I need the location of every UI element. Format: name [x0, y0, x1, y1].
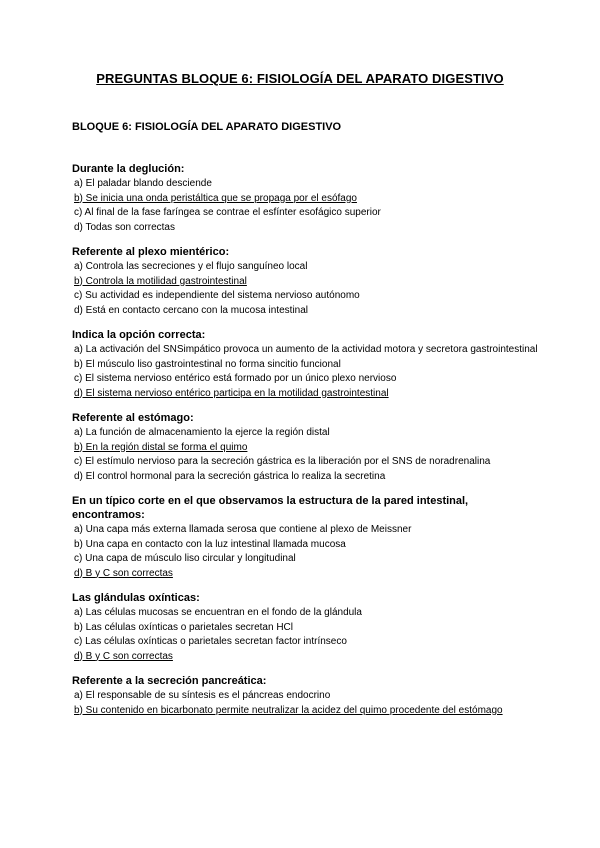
answer-option-text: a) La activación del SNSimpático provoca un aumento de la actividad motora y secretora gastrointestinal	[74, 344, 538, 355]
answer-option-text: b) Controla la motilidad gastrointestinal	[74, 275, 247, 287]
question-text: Indica la opción correcta:	[72, 329, 206, 341]
answer-option	[72, 689, 542, 704]
question-text: Referente al estómago:	[72, 412, 194, 424]
answer-option-correct	[72, 650, 542, 665]
answer-option	[72, 343, 542, 358]
question-block	[72, 494, 542, 581]
answer-option	[72, 426, 542, 441]
question-block	[72, 674, 542, 718]
question-block	[72, 591, 542, 664]
question-text: Las glándulas oxínticas:	[72, 592, 200, 604]
answer-option-text: b) Una capa en contacto con la luz intestinal llamada mucosa	[74, 538, 346, 550]
answer-option	[72, 177, 542, 192]
answer-option-text: a) El responsable de su síntesis es el páncreas endocrino	[74, 690, 331, 701]
answer-option	[72, 606, 542, 621]
answer-option	[72, 470, 542, 485]
answer-option	[72, 304, 542, 319]
question-block	[72, 328, 542, 401]
answer-option-text: b) El músculo liso gastrointestinal no forma sincitio funcional	[74, 358, 341, 370]
answer-option	[72, 358, 542, 373]
answer-option	[72, 538, 542, 553]
question-text: En un típico corte en el que observamos la estructura de la pared intestinal, encontramos:	[72, 495, 469, 521]
answer-option-text: d) El control hormonal para la secreción gástrica lo realiza la secretina	[74, 470, 386, 482]
question-list	[72, 162, 542, 728]
answer-option	[72, 455, 542, 470]
answer-option-text: a) La función de almacenamiento la ejerce la región distal	[74, 427, 330, 438]
answer-option-text: a) Las células mucosas se encuentran en el fondo de la glándula	[74, 607, 362, 618]
answer-option-correct	[72, 704, 542, 719]
answer-option-correct	[72, 441, 542, 456]
answer-option-correct	[72, 192, 542, 207]
answer-option-text: d) El sistema nervioso entérico participa en la motilidad gastrointestinal	[74, 387, 389, 399]
answer-option	[72, 289, 542, 304]
question-block	[72, 245, 542, 318]
answer-option-text: b) En la región distal se forma el quimo	[74, 441, 248, 453]
answer-option-text: c) Una capa de músculo liso circular y longitudinal	[74, 553, 296, 564]
answer-option-text: b) Su contenido en bicarbonato permite neutralizar la acidez del quimo procedente del estómago	[74, 704, 503, 716]
answer-option-text: a) Controla las secreciones y el flujo sanguíneo local	[74, 261, 308, 272]
answer-option	[72, 206, 542, 221]
question-block	[72, 411, 542, 484]
answer-option-text: b) Se inicia una onda peristáltica que se propaga por el esófago	[74, 192, 357, 204]
answer-option-text: d) B y C son correctas	[74, 650, 173, 662]
question-text: Durante la deglución:	[72, 163, 185, 175]
answer-option-correct	[72, 387, 542, 402]
section-title: BLOQUE 6: FISIOLOGÍA DEL APARATO DIGESTIVO	[72, 121, 342, 133]
answer-option	[72, 372, 542, 387]
answer-option	[72, 552, 542, 567]
answer-option-text: a) Una capa más externa llamada serosa que contiene al plexo de Meissner	[74, 524, 412, 535]
answer-option-text: d) Está en contacto cercano con la mucosa intestinal	[74, 304, 309, 316]
answer-option	[72, 621, 542, 636]
answer-option	[72, 221, 542, 236]
answer-option	[72, 523, 542, 538]
answer-option-text: c) Al final de la fase faríngea se contrae el esfínter esofágico superior	[74, 207, 381, 218]
answer-option	[72, 260, 542, 275]
answer-option-text: c) El sistema nervioso entérico está formado por un único plexo nervioso	[74, 373, 397, 384]
question-block	[72, 162, 542, 235]
answer-option-correct	[72, 275, 542, 290]
document-title: PREGUNTAS BLOQUE 6: FISIOLOGÍA DEL APARATO DIGESTIVO	[96, 71, 504, 86]
answer-option-text: c) El estímulo nervioso para la secreción gástrica es la liberación por el SNS de noradrenalina	[74, 456, 491, 467]
question-text: Referente al plexo mientérico:	[72, 246, 230, 258]
answer-option-text: d) B y C son correctas	[74, 567, 173, 579]
answer-option-correct	[72, 567, 542, 582]
answer-option-text: b) Las células oxínticas o parietales secretan HCl	[74, 621, 293, 633]
answer-option-text: d) Todas son correctas	[74, 221, 175, 233]
answer-option	[72, 635, 542, 650]
answer-option-text: a) El paladar blando desciende	[74, 178, 212, 189]
answer-option-text: c) Las células oxínticas o parietales secretan factor intrínseco	[74, 636, 347, 647]
question-text: Referente a la secreción pancreática:	[72, 675, 267, 687]
answer-option-text: c) Su actividad es independiente del sistema nervioso autónomo	[74, 290, 360, 301]
